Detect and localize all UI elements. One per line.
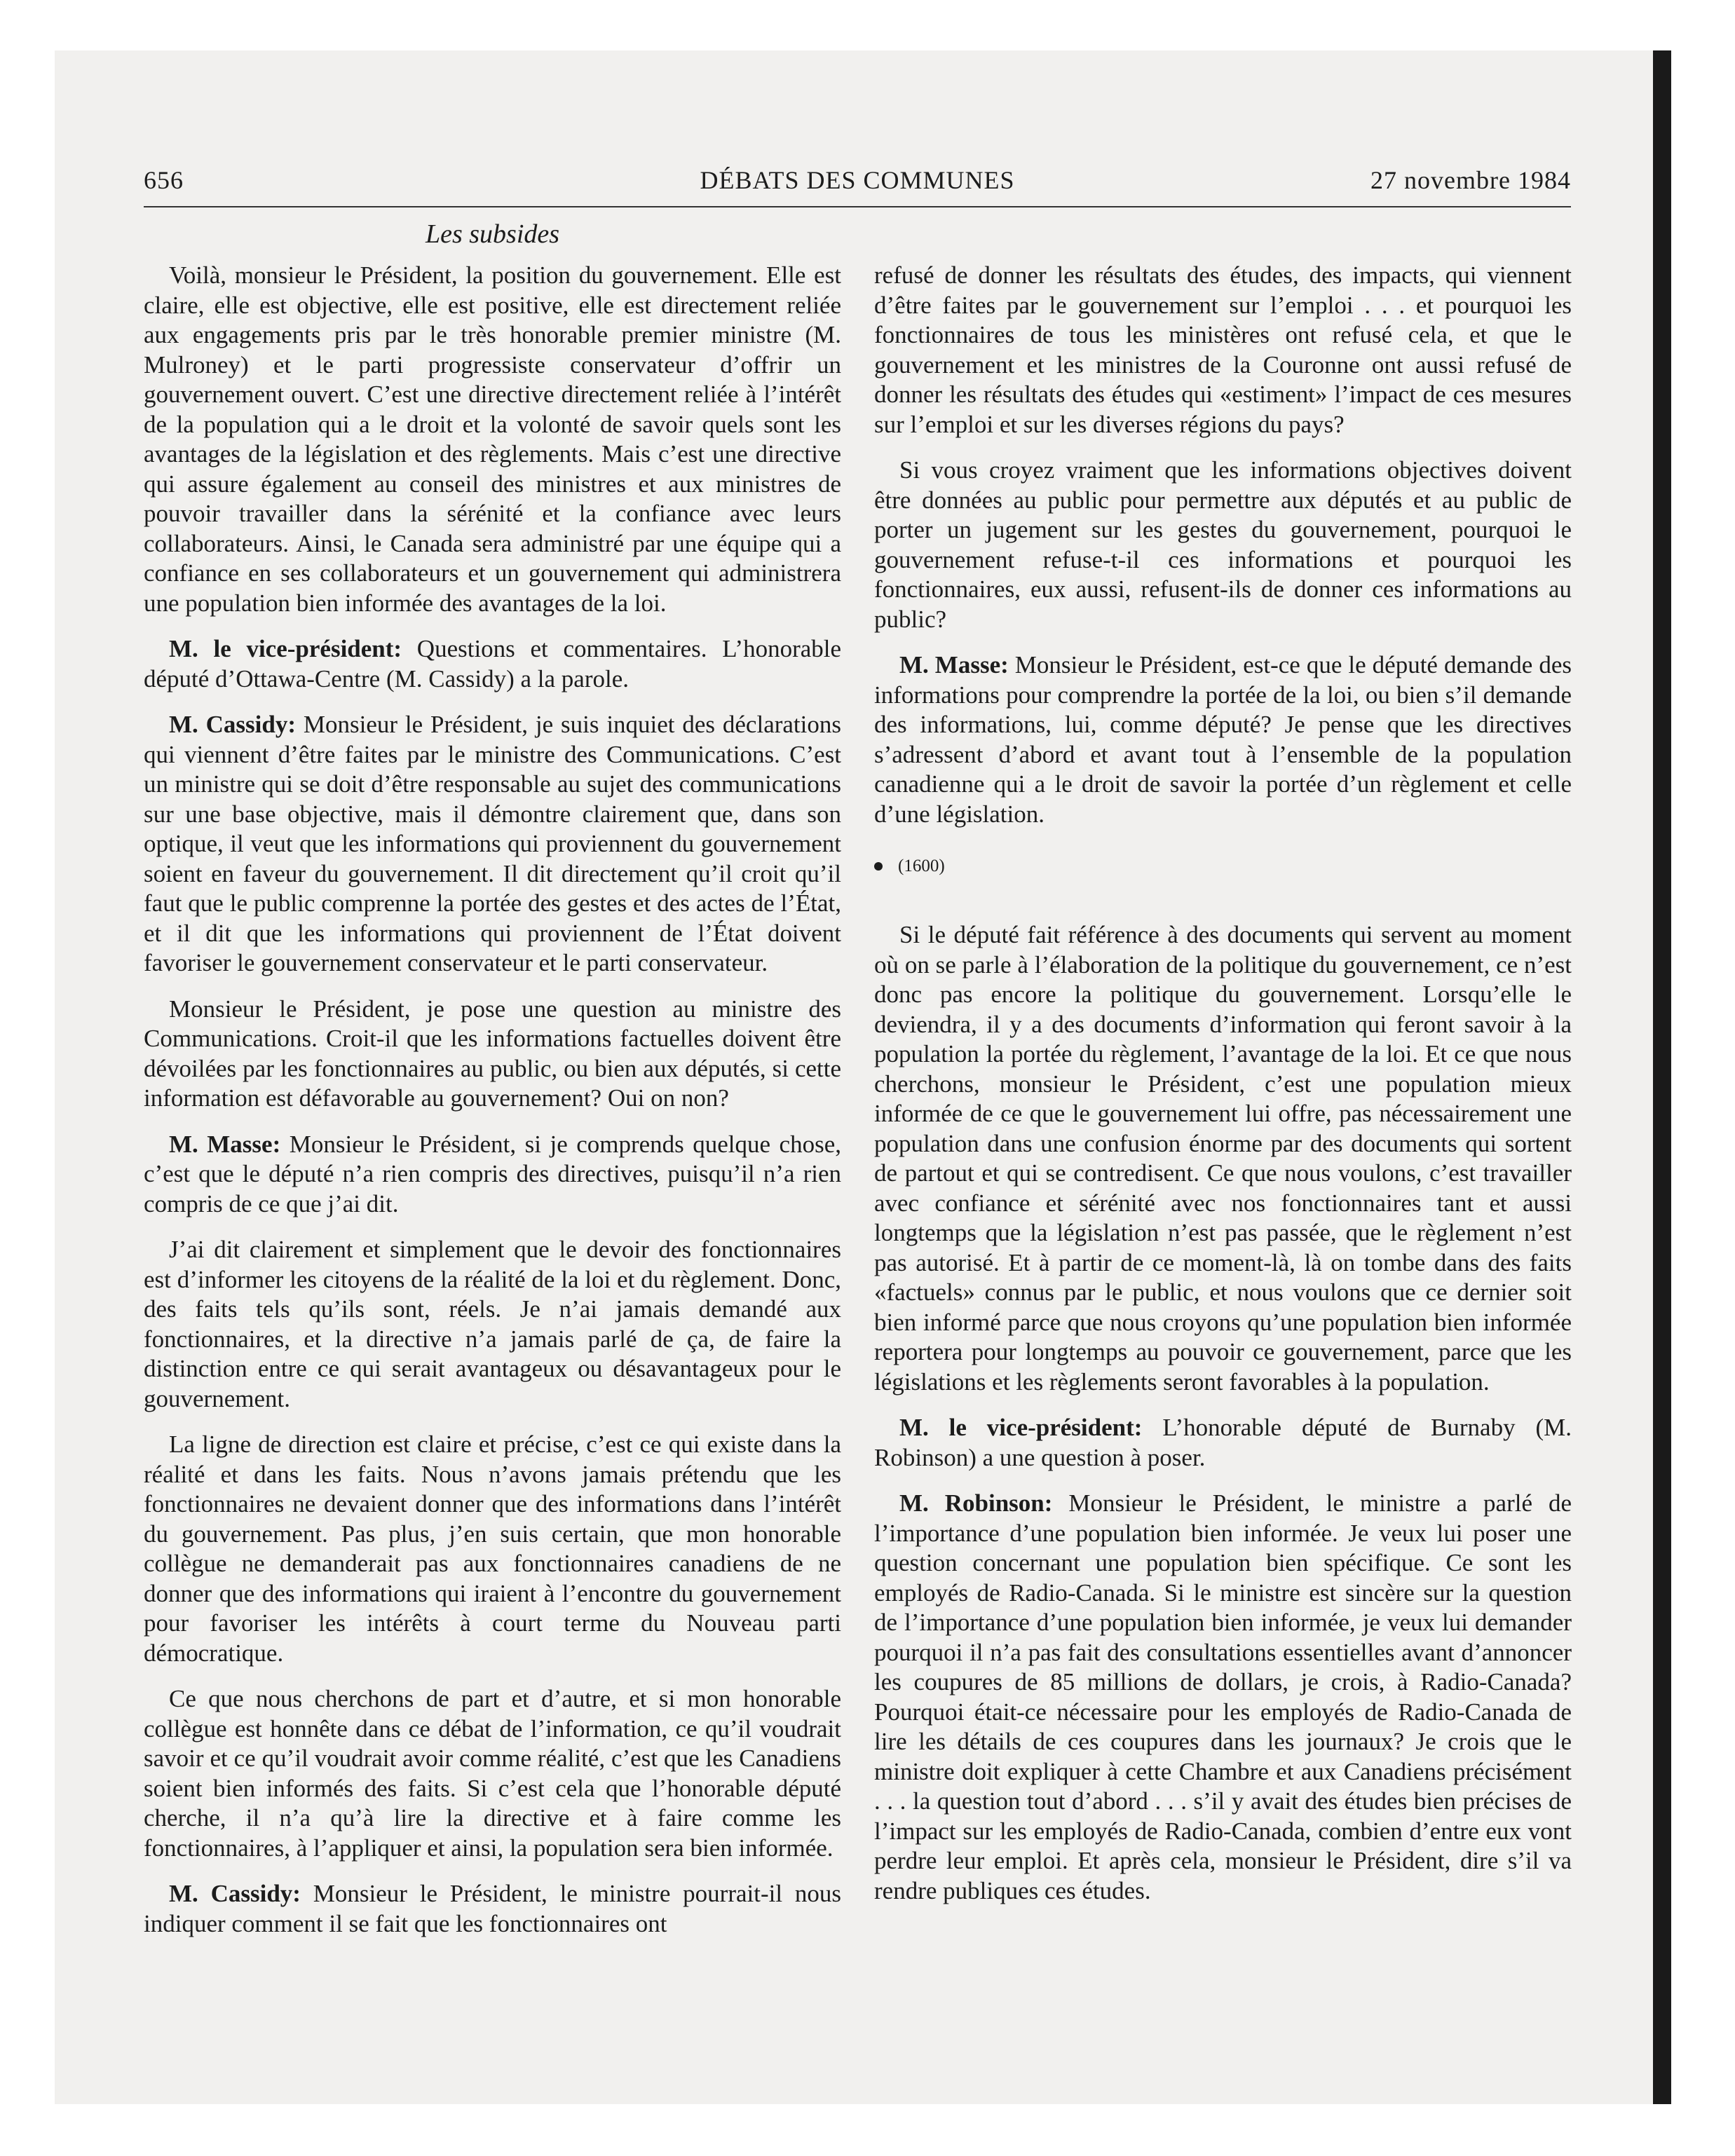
time-marker	[874, 856, 1572, 877]
paragraph-text: L’honorable député de Burnaby (M. Robinson) a une question à poser.	[874, 1414, 1572, 1471]
paragraph	[874, 650, 1572, 829]
speaker-name: M. le vice-président:	[899, 1414, 1143, 1441]
section-title: Les subsides	[425, 219, 560, 249]
speaker-name: M. le vice-président:	[169, 635, 402, 662]
speaker-name: M. Robinson:	[899, 1489, 1053, 1517]
paragraph	[874, 261, 1572, 439]
page-number: 656	[144, 166, 184, 194]
paragraph	[144, 710, 841, 978]
page-header	[144, 163, 1571, 207]
speaker-name: M. Cassidy:	[169, 1880, 301, 1907]
speaker-name: M. Masse:	[169, 1130, 281, 1158]
journal-title: DÉBATS DES COMMUNES	[700, 166, 1015, 194]
paragraph	[144, 1235, 841, 1414]
right-column-after-marker	[874, 920, 1572, 1906]
paragraph-text: Ce que nous cherchons de part et d’autre, et si mon honorable collègue est honnête dans ce débat de l’information, ce qu’il voudrait savoir et ce qu’il voudrait avoir comme réalité, c’est que les Canadiens soient bien informés des faits. Si c’est cela que l’honorable député cherche, il n’a qu’à lire la directive et à faire comme les fonctionnaires, à l’appliquer et ainsi, la population sera bien informée.	[144, 1685, 841, 1862]
paragraph-text: Monsieur le Président, si je comprends quelque chose, c’est que le député n’a rien compris des directives, puisqu’il n’a rien compris de ce que j’ai dit.	[144, 1130, 841, 1217]
paragraph-text: La ligne de direction est claire et précise, c’est ce qui existe dans la réalité et dans les faits. Nous n’avons jamais prétendu que les fonctionnaires ne devaient donner que des informations dans l’intérêt du gouvernement. Pas plus, j’en suis certain, que mon honorable collègue ne demanderait pas aux fonctionnaires canadiens de ne donner que des informations qui iraient à l’encontre du gouvernement pour favoriser les intérêts à court terme du Nouveau parti démocratique.	[144, 1431, 841, 1667]
paragraph	[874, 456, 1572, 634]
bullet-icon	[874, 862, 883, 871]
paragraph-text: J’ai dit clairement et simplement que le devoir des fonctionnaires est d’informer les citoyens de la réalité de la loi et du règlement. Donc, des faits tels qu’ils sont, réels. Je n’ai jamais demandé aux fonctionnaires, et la directive n’a jamais parlé de ça, de faire la distinction entre ce qui serait avantageux ou désavantageux pour le gouvernement.	[144, 1236, 841, 1412]
paragraph-text: refusé de donner les résultats des études, des impacts, qui viennent d’être faites par le gouvernement sur l’emploi . . . et pourquoi les fonctionnaires de tous les ministères ont refusé cela, et que le gouvernement et les ministres de la Couronne ont aussi refusé de donner les résultats des études qui «estiment» l’impact de ces mesures sur l’emploi et sur les diverses régions du pays?	[874, 261, 1572, 438]
speaker-name: M. Cassidy:	[169, 711, 297, 738]
paragraph-text: Si le député fait référence à des documents qui servent au moment où on se parle à l’élaboration de la politique du gouvernement, ce n’est donc pas encore la politique du gouvernement. Lorsqu’elle le deviendra, il y a des documents d’information qui feront savoir à la population la portée du règlement, l’avantage de la loi. Et ce que nous cherchons, monsieur le Président, c’est une population mieux informée de ce que le gouvernement lui offre, pas nécessairement une population dans une confusion énorme par des documents qui sortent de partout et qui se contredisent. Ce que nous voulons, c’est travailler avec confiance et sérénité avec nos fonctionnaires tant et aussi longtemps que la législation n’est pas passée, que le règlement n’est pas autorisé. Et à partir de ce moment-là, là on tombe dans des faits «factuels» connus par le public, et nous voulons que ce dernier soit bien informé parce que nous croyons qu’une population bien informée reportera pour longtemps au pouvoir ce gouvernement, parce que les législations et les règlements seront favorables à la population.	[874, 921, 1572, 1396]
scan-edge-bar	[1653, 50, 1671, 2104]
paragraph	[874, 1489, 1572, 1906]
issue-date: 27 novembre 1984	[1370, 166, 1571, 194]
paragraph	[874, 920, 1572, 1397]
paragraph	[144, 634, 841, 694]
paragraph	[874, 1413, 1572, 1473]
paragraph-text: Monsieur le Président, je pose une question au ministre des Communications. Croit-il que les informations factuelles doivent être dévoilées par les fonctionnaires au public, ou bien aux députés, si cette information est défavorable au gouvernement? Oui on non?	[144, 995, 841, 1112]
paragraph	[144, 1684, 841, 1863]
paragraph	[144, 995, 841, 1114]
paragraph-text: Monsieur le Président, je suis inquiet des déclarations qui viennent d’être faites par le ministre des Communications. C’est un ministre qui se doit d’être responsable au sujet des communications sur une base objective, mais il démontre clairement que, dans son optique, il veut que les informations qui proviennent du gouvernement soient en faveur du gouvernement. Il dit directement qu’il croit qu’il faut que le public comprenne la portée des gestes et des actes de l’État, et il dit que les informations qui proviennent de l’État doivent favoriser le gouvernement conservateur et le parti conservateur.	[144, 711, 841, 976]
paragraph-text: Monsieur le Président, le ministre a parlé de l’importance d’une population bien informée. Je veux lui poser une question concernant une population bien spécifique. Ce sont les employés de Radio-Canada. Si le ministre est sincère sur la question de l’importance d’une population bien informée, je veux lui demander pourquoi il n’a pas fait des consultations essentielles avant d’annoncer les coupures de 85 millions de dollars, je crois, à Radio-Canada? Pourquoi était-ce nécessaire pour les employés de Radio-Canada de lire les détails de ces coupures dans les journaux? Je crois que le ministre doit expliquer à cette Chambre et aux Canadiens précisément . . . la question tout d’abord . . . s’il y avait des études bien précises de l’impact sur les employés de Radio-Canada, combien d’entre eux vont perdre leur emploi. Et après cela, monsieur le Président, dire s’il va rendre publiques ces études.	[874, 1489, 1572, 1904]
paragraph-text: Si vous croyez vraiment que les informations objectives doivent être données au public pour permettre aux députés et au public de porter un jugement sur les gestes du gouvernement, pourquoi le gouvernement refuse-t-il ces informations et pourquoi les fonctionnaires, eux aussi, refusent-ils de donner ces informations au public?	[874, 456, 1572, 633]
paragraph-text: Voilà, monsieur le Président, la position du gouvernement. Elle est claire, elle est objective, elle est positive, elle est directement reliée aux engagements pris par le très honorable premier ministre (M. Mulroney) et le parti progressiste conservateur d’offrir un gouvernement ouvert. C’est une directive directement reliée à l’intérêt de la population qui a le droit et la volonté de savoir quels sont les avantages de la législation et des règlements. Mais c’est une directive qui assure également au conseil des ministres et aux ministres de pouvoir travailler dans la sérénité et la confiance avec leurs collaborateurs. Ainsi, le Canada sera administré par une équipe qui a confiance en ses collaborateurs et un gouvernement qui administrera une population bien informée des avantages de la loi.	[144, 261, 841, 617]
paragraph	[144, 1130, 841, 1220]
paragraph-text: Monsieur le Président, le ministre pourrait-il nous indiquer comment il se fait que les fonctionnaires ont	[144, 1880, 841, 1937]
paragraph	[144, 1879, 841, 1939]
paragraph	[144, 1430, 841, 1668]
left-column	[144, 261, 841, 1955]
right-column-before-marker	[874, 261, 1572, 829]
time-marker-text: (1600)	[898, 857, 945, 875]
right-column	[874, 261, 1572, 1922]
speaker-name: M. Masse:	[899, 651, 1009, 678]
paragraph-text: Questions et commentaires. L’honorable député d’Ottawa-Centre (M. Cassidy) a la parole.	[144, 635, 842, 692]
paragraph	[144, 261, 841, 618]
paragraph-text: Monsieur le Président, est-ce que le député demande des informations pour comprendre la portée de la loi, ou bien s’il demande des informations, lui, comme député? Je pense que les directives s’adressent d’abord et avant tout à l’ensemble de la population canadienne qui a le droit de savoir la portée d’un règlement et celle d’une législation.	[874, 651, 1572, 828]
